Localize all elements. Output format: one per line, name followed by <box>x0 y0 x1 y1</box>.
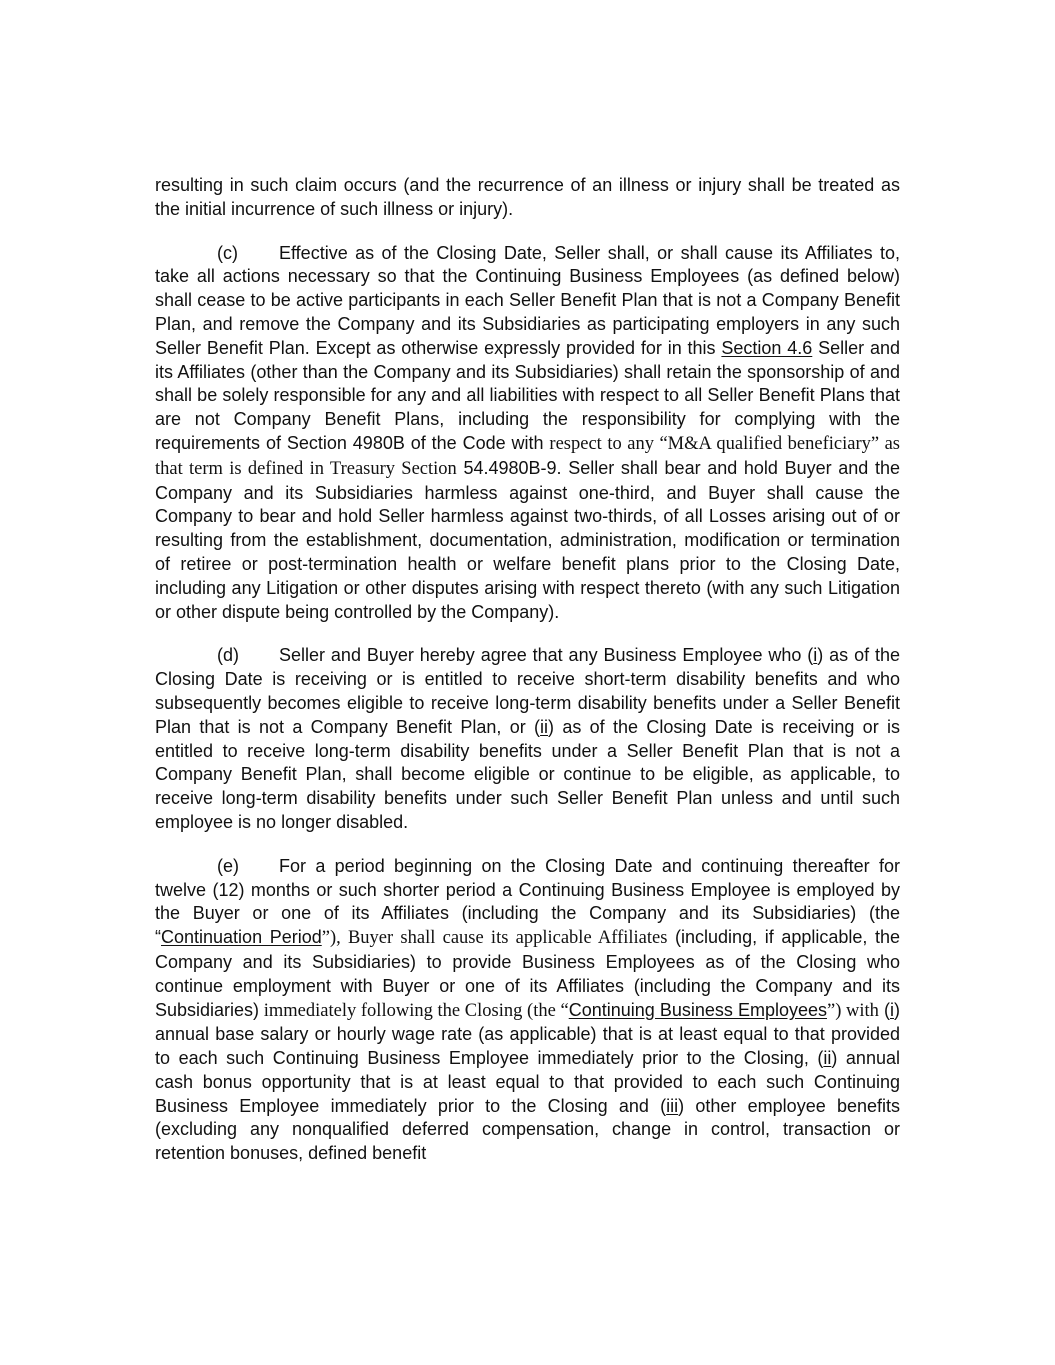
paragraph-text-serif: ”) with <box>826 1000 879 1021</box>
paragraph-text: ) as of the Closing Date is receiving or is entitled to receive short-term disability benefits and who subsequently becomes eligible to receive long-term disability benefits under a Seller Benefit Plan that is not a Company Benefit Plan, or ( <box>155 645 900 737</box>
paragraph-text-serif: ”), Buyer shall cause its applicable Affiliates <box>321 928 668 949</box>
paragraph-continuation <box>155 174 900 222</box>
paragraph-text: ) as of the Closing Date is receiving or is entitled to receive long-term disability benefits under a Seller Benefit Plan that is not a Company Benefit Plan, shall become eligible or continue to be eligible, as applicable, to receive long-term disability benefits under such Seller Benefit Plan unless and until such employee is no longer disabled. <box>155 716 900 832</box>
list-numeral: i <box>813 645 818 666</box>
paragraph-text: (including, if applicable, the Company and its Subsidiaries) to provide Business Employees as of the Closing who continue employment with Buyer or one of its Affiliates (including the Company and its Subsidiaries) <box>155 927 901 1020</box>
paragraph-text: ) annual base salary or hourly wage rate (as applicable) that is at least equal to that provided to each such Continuing Business Employee immediately prior to the Closing, ( <box>155 999 900 1069</box>
paragraph-d <box>155 644 900 834</box>
paragraph-text-serif: respect to any “M&A qualified beneficiary” as that term is defined in Treasury Section <box>155 433 901 479</box>
paragraph-text: ) annual cash bonus opportunity that is at least equal to that provided to each such Continuing Business Employee immediately prior to the Closing and ( <box>155 1048 900 1116</box>
section-reference: Section 4.6 <box>721 337 813 358</box>
list-numeral: ii <box>540 716 549 737</box>
paragraph-text-serif: immediately following the Closing (the “ <box>259 1000 569 1021</box>
defined-term: Continuation Period <box>161 927 322 948</box>
paragraph-text: ( <box>878 999 890 1020</box>
paragraph-text: 54.4980B-9. Seller shall bear and hold Buyer and the Company and its Subsidiaries harmless against one-third, and Buyer shall cause the Company to bear and hold Seller harmless against two-thirds, of all Losses arising out of or resulting from the establishment, documentation, administration, modification or termination of retiree or post-termination health or welfare benefit plans prior to the Closing Date, including any Litigation or other disputes arising with respect thereto (with any such Litigation or other dispute being controlled by the Company). <box>155 457 900 622</box>
list-numeral: ii <box>823 1048 832 1069</box>
paragraph-text: For a period beginning on the Closing Date and continuing thereafter for twelve (12) months or such shorter period a Continuing Business Employee is employed by the Buyer or one of its Affiliates (including the Company and its Subsidiaries) (the “ <box>155 855 900 948</box>
defined-term: Continuing Business Employees <box>568 999 827 1020</box>
paragraph-text: resulting in such claim occurs (and the recurrence of an illness or injury shall be treated as the initial incurrence of such illness or injury). <box>155 175 900 219</box>
paragraph-text: ) other employee benefits (excluding any nonqualified deferred compensation, change in control, transaction or retention bonuses, defined benefit <box>155 1095 900 1164</box>
paragraph-label: (d) <box>217 645 239 666</box>
list-numeral: iii <box>666 1095 679 1116</box>
paragraph-text: Effective as of the Closing Date, Seller shall, or shall cause its Affiliates to, take all actions necessary so that the Continuing Business Employees (as defined below) shall cease to be active participants in each Seller Benefit Plan that is not a Company Benefit Plan, and remove the Company and its Subsidiaries as participating employers in any such Seller Benefit Plan. Except as otherwise expressly provided for in this <box>155 242 900 358</box>
paragraph-label: (c) <box>217 242 238 263</box>
paragraph-e <box>155 855 900 1166</box>
paragraph-c <box>155 242 900 625</box>
paragraph-text: Seller and its Affiliates (other than the Company and its Subsidiaries) shall retain the sponsorship of and shall be solely responsible for any and all liabilities with respect to all Seller Benefit Plans that are not Company Benefit Plans, including the responsibility for complying with the requirements of Section 4980B of the Code with <box>155 337 900 453</box>
document-page <box>155 174 900 1186</box>
list-numeral: i <box>890 999 894 1020</box>
paragraph-label: (e) <box>217 855 239 876</box>
paragraph-text: Seller and Buyer hereby agree that any Business Employee who ( <box>279 645 814 666</box>
